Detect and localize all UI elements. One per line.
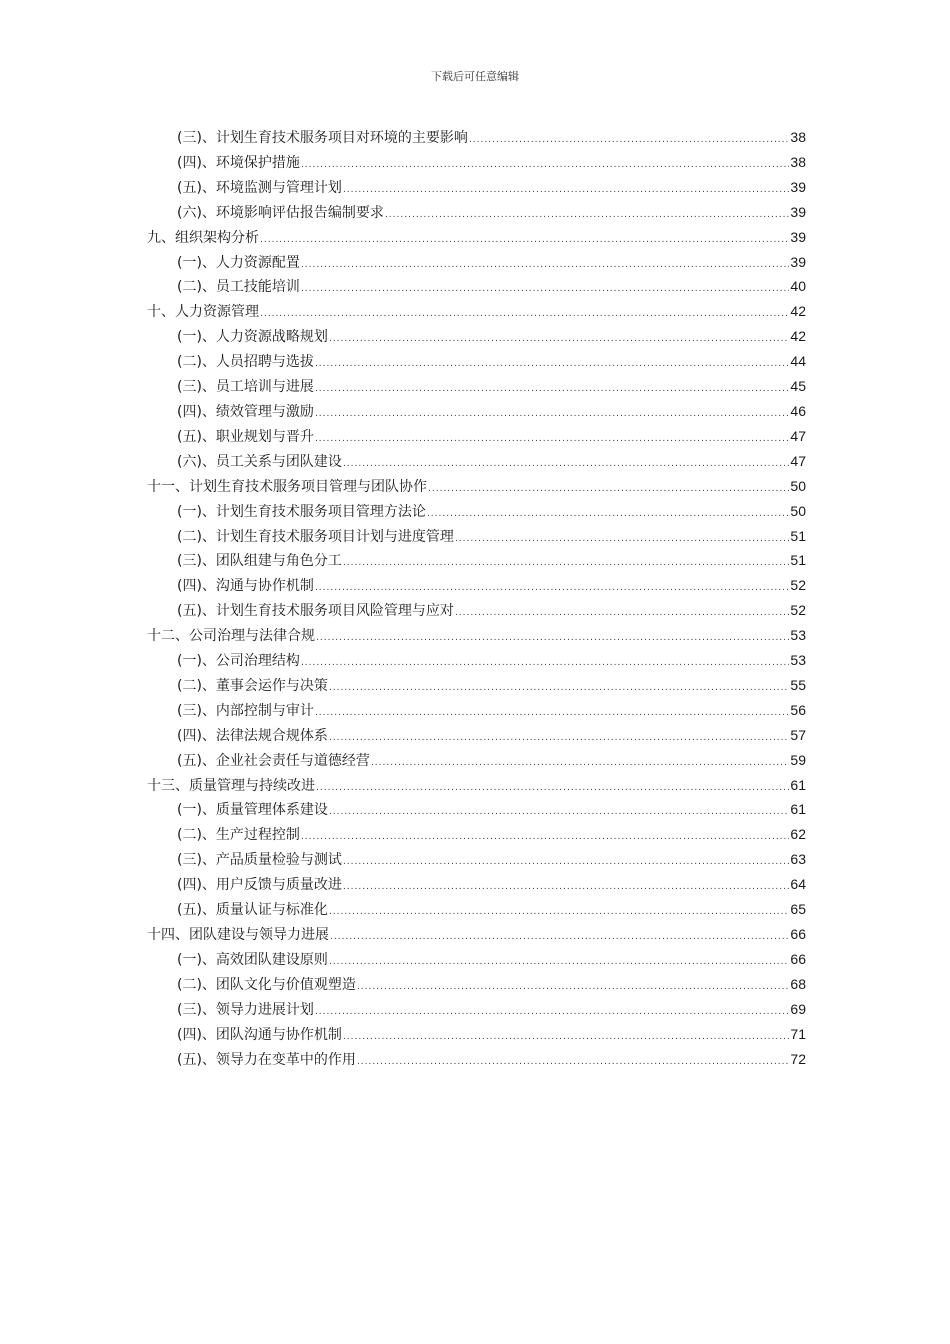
toc-dot-leader — [329, 950, 789, 975]
toc-dot-leader — [385, 203, 789, 228]
toc-chapter-entry[interactable] — [147, 922, 806, 947]
toc-page-number: 68 — [790, 975, 806, 992]
toc-page-number: 47 — [790, 427, 806, 444]
toc-page-number: 52 — [790, 602, 806, 619]
toc-entry-title: (一)、高效团队建设原则 — [177, 951, 328, 968]
toc-entry-title: (六)、环境影响评估报告编制要求 — [177, 204, 384, 221]
toc-section-entry[interactable] — [147, 972, 806, 997]
toc-entry-title: 十四、团队建设与领导力进展 — [147, 927, 329, 943]
toc-section-entry[interactable] — [147, 499, 806, 524]
toc-section-entry[interactable] — [147, 598, 806, 623]
toc-chapter-entry[interactable] — [147, 623, 806, 648]
toc-entry-title: 十、人力资源管理 — [147, 304, 259, 321]
toc-entry-title: 十二、公司治理与法律合规 — [147, 628, 315, 645]
toc-entry-title: (一)、人力资源配置 — [177, 254, 300, 271]
toc-dot-leader — [455, 527, 789, 552]
toc-section-entry[interactable] — [147, 374, 806, 399]
toc-page-number: 39 — [790, 228, 806, 245]
toc-dot-leader — [343, 178, 789, 203]
toc-dot-leader — [315, 576, 789, 601]
toc-page-number: 61 — [790, 776, 806, 793]
toc-dot-leader — [330, 925, 789, 950]
toc-dot-leader — [343, 1025, 789, 1050]
toc-page-number: 44 — [790, 353, 806, 370]
toc-page-number: 63 — [790, 851, 806, 868]
toc-entry-title: (一)、公司治理结构 — [177, 653, 300, 670]
toc-section-entry[interactable] — [147, 250, 806, 275]
toc-dot-leader — [329, 900, 789, 925]
toc-dot-leader — [301, 825, 789, 850]
toc-section-entry[interactable] — [147, 797, 806, 822]
toc-page-number: 50 — [790, 502, 806, 519]
toc-section-entry[interactable] — [147, 324, 806, 349]
toc-entry-title: (四)、沟通与协作机制 — [177, 578, 314, 595]
toc-section-entry[interactable] — [147, 548, 806, 573]
toc-entry-title: (二)、员工技能培训 — [177, 279, 300, 296]
toc-section-entry[interactable] — [147, 1022, 806, 1047]
toc-page-number: 47 — [790, 452, 806, 469]
toc-page-number: 57 — [790, 726, 806, 743]
toc-section-entry[interactable] — [147, 673, 806, 698]
toc-dot-leader — [301, 277, 789, 302]
toc-page-number: 51 — [790, 552, 806, 569]
toc-dot-leader — [315, 402, 789, 427]
toc-section-entry[interactable] — [147, 399, 806, 424]
toc-dot-leader — [301, 253, 789, 278]
toc-page-number: 59 — [790, 751, 806, 768]
toc-page-number: 62 — [790, 826, 806, 843]
toc-entry-title: (二)、生产过程控制 — [177, 827, 300, 844]
toc-dot-leader — [329, 676, 789, 701]
toc-section-entry[interactable] — [147, 698, 806, 723]
toc-entry-title: (四)、用户反馈与质量改进 — [177, 877, 342, 894]
toc-page-number: 69 — [790, 1000, 806, 1017]
toc-section-entry[interactable] — [147, 847, 806, 872]
toc-page-number: 38 — [790, 129, 806, 145]
toc-entry-title: 九、组织架构分析 — [147, 229, 259, 246]
toc-dot-leader — [329, 726, 789, 751]
toc-page-number: 65 — [790, 901, 806, 918]
toc-section-entry[interactable] — [147, 200, 806, 225]
toc-dot-leader — [343, 850, 789, 875]
toc-section-entry[interactable] — [147, 822, 806, 847]
toc-entry-title: (二)、计划生育技术服务项目计划与进度管理 — [177, 528, 454, 545]
toc-section-entry[interactable] — [147, 125, 806, 150]
toc-entry-title: 十一、计划生育技术服务项目管理与团队协作 — [147, 478, 427, 495]
toc-section-entry[interactable] — [147, 872, 806, 897]
toc-entry-title: (四)、绩效管理与激励 — [177, 403, 314, 420]
toc-page-number: 72 — [790, 1050, 806, 1067]
toc-section-entry[interactable] — [147, 1047, 806, 1072]
toc-dot-leader — [315, 352, 789, 377]
toc-page-number: 71 — [790, 1025, 806, 1042]
toc-section-entry[interactable] — [147, 175, 806, 200]
toc-page-number: 50 — [790, 477, 806, 494]
toc-dot-leader — [427, 502, 789, 527]
toc-section-entry[interactable] — [147, 424, 806, 449]
toc-page-number: 61 — [790, 801, 806, 818]
toc-entry-title: (一)、计划生育技术服务项目管理方法论 — [177, 503, 426, 520]
toc-entry-title: (一)、人力资源战略规划 — [177, 329, 328, 346]
toc-entry-title: (五)、计划生育技术服务项目风险管理与应对 — [177, 603, 454, 620]
toc-chapter-entry[interactable] — [147, 225, 806, 250]
toc-dot-leader — [315, 701, 789, 726]
toc-dot-leader — [371, 751, 789, 776]
toc-entry-title: (三)、计划生育技术服务项目对环境的主要影响 — [177, 130, 468, 146]
toc-entry-title: (三)、内部控制与审计 — [177, 702, 314, 719]
toc-page-number: 42 — [790, 303, 806, 320]
toc-page-number: 64 — [790, 876, 806, 893]
toc-entry-title: (五)、企业社会责任与道德经营 — [177, 752, 370, 769]
toc-section-entry[interactable] — [147, 573, 806, 598]
toc-dot-leader — [455, 601, 789, 626]
toc-page-number: 56 — [790, 701, 806, 718]
toc-entry-title: 十三、质量管理与持续改进 — [147, 777, 315, 794]
toc-dot-leader — [357, 1050, 789, 1075]
toc-entry-title: (二)、团队文化与价值观塑造 — [177, 976, 356, 993]
toc-section-entry[interactable] — [147, 897, 806, 922]
toc-entry-title: (三)、领导力进展计划 — [177, 1001, 314, 1018]
toc-dot-leader — [315, 1000, 789, 1025]
toc-section-entry[interactable] — [147, 748, 806, 773]
toc-section-entry[interactable] — [147, 274, 806, 299]
toc-section-entry[interactable] — [147, 449, 806, 474]
toc-dot-leader — [315, 377, 789, 402]
toc-entry-title: (五)、质量认证与标准化 — [177, 902, 328, 919]
toc-page-number: 39 — [790, 178, 806, 195]
toc-entry-title: (五)、领导力在变革中的作用 — [177, 1051, 356, 1068]
toc-entry-title: (五)、环境监测与管理计划 — [177, 179, 342, 196]
toc-section-entry[interactable] — [147, 349, 806, 374]
toc-page-number: 66 — [790, 950, 806, 967]
toc-entry-title: (二)、董事会运作与决策 — [177, 677, 328, 694]
table-of-contents — [147, 125, 806, 1071]
toc-page-number: 40 — [790, 278, 806, 295]
toc-section-entry[interactable] — [147, 947, 806, 972]
toc-chapter-entry[interactable] — [147, 474, 806, 499]
toc-page-number: 51 — [790, 527, 806, 544]
toc-dot-leader — [301, 153, 789, 178]
toc-dot-leader — [301, 651, 789, 676]
toc-dot-leader — [315, 427, 789, 452]
toc-dot-leader — [428, 477, 789, 502]
toc-page-number: 45 — [790, 378, 806, 395]
toc-entry-title: (三)、员工培训与进展 — [177, 379, 314, 396]
toc-page-number: 53 — [790, 652, 806, 669]
toc-dot-leader — [260, 228, 789, 253]
toc-entry-title: (五)、职业规划与晋升 — [177, 428, 314, 445]
toc-dot-leader — [316, 626, 789, 651]
toc-dot-leader — [343, 452, 789, 477]
toc-entry-title: (三)、团队组建与角色分工 — [177, 553, 342, 570]
toc-section-entry[interactable] — [147, 997, 806, 1022]
toc-dot-leader — [469, 128, 789, 153]
toc-dot-leader — [343, 551, 789, 576]
toc-entry-title: (四)、团队沟通与协作机制 — [177, 1026, 342, 1043]
toc-section-entry[interactable] — [147, 723, 806, 748]
toc-page-number: 46 — [790, 402, 806, 419]
toc-dot-leader — [329, 800, 789, 825]
toc-dot-leader — [316, 776, 789, 801]
toc-section-entry[interactable] — [147, 150, 806, 175]
toc-page-number: 55 — [790, 676, 806, 693]
toc-section-entry[interactable] — [147, 648, 806, 673]
toc-entry-title: (三)、产品质量检验与测试 — [177, 852, 342, 869]
toc-entry-title: (四)、环境保护措施 — [177, 154, 300, 171]
toc-page-number: 66 — [790, 926, 806, 942]
toc-dot-leader — [343, 875, 789, 900]
page-header: 下载后可任意编辑 — [431, 70, 519, 83]
toc-page-number: 42 — [790, 328, 806, 345]
toc-page-number: 53 — [790, 627, 806, 644]
toc-page-number: 38 — [790, 153, 806, 170]
toc-dot-leader — [357, 975, 789, 1000]
toc-chapter-entry[interactable] — [147, 299, 806, 324]
toc-chapter-entry[interactable] — [147, 773, 806, 798]
toc-page-number: 52 — [790, 577, 806, 594]
toc-page-number: 39 — [790, 253, 806, 270]
toc-page-number: 39 — [790, 203, 806, 220]
toc-entry-title: (二)、人员招聘与选拔 — [177, 354, 314, 371]
toc-section-entry[interactable] — [147, 524, 806, 549]
toc-entry-title: (四)、法律法规合规体系 — [177, 727, 328, 744]
toc-dot-leader — [329, 327, 789, 352]
toc-dot-leader — [260, 302, 789, 327]
toc-entry-title: (一)、质量管理体系建设 — [177, 802, 328, 819]
toc-entry-title: (六)、员工关系与团队建设 — [177, 453, 342, 470]
